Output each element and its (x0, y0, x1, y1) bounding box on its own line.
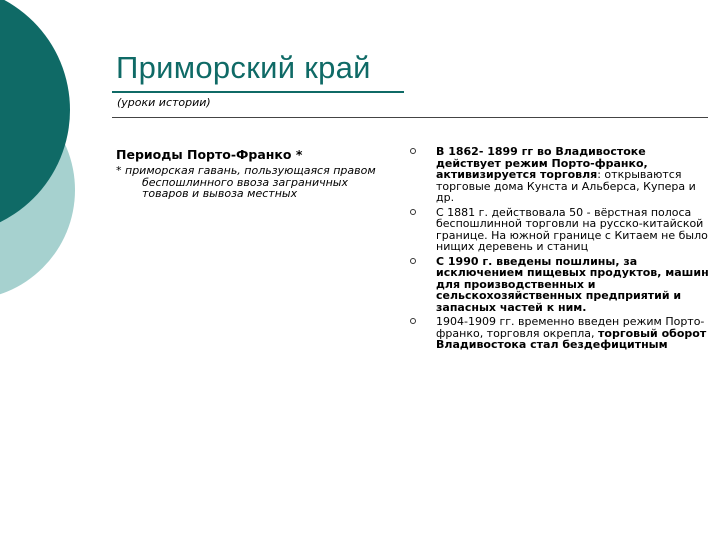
bullet-1-text: : открываются торговые дома Кунста и Альберса, Купера и др. (436, 168, 696, 204)
bullet-1-bold: В 1862- 1899 гг во Владивостоке действует режим Порто-франко, активизируется торговля (436, 145, 648, 181)
list-item (410, 207, 710, 253)
title-underline (112, 91, 404, 93)
circle-bullet-icon (410, 318, 416, 324)
circle-bullet-icon (410, 148, 416, 154)
page-subtitle: (уроки истории) (117, 96, 211, 109)
page-title: Приморский край (116, 50, 371, 85)
bullet-4-text: 1904-1909 гг. временно введен режим Порто-франко, торговля окрепла, (436, 315, 705, 340)
left-footnote: * приморская гавань, пользующаяся правом беспошлинного ввоза заграничных товаров и вывоза местных (116, 164, 376, 200)
left-heading: Периоды Порто-Франко * (116, 147, 303, 162)
header-divider (112, 117, 708, 118)
bullet-4-bold: торговый оборот Владивостока стал бездефицитным (436, 326, 707, 351)
decorative-circles (0, 0, 110, 300)
circle-bullet-icon (410, 209, 416, 215)
circle-bullet-icon (410, 258, 416, 264)
bullet-2-text: С 1881 г. действовала 50 - вёрстная полоса беспошлинной торговли на русско-китайской границе. На южной границе с Китаем не было нищих деревень и станиц (436, 205, 708, 253)
list-item (410, 146, 710, 204)
bullet-list (410, 146, 710, 354)
bullet-3-bold: С 1990 г. введены пошлины, за исключением пищевых продуктов, машин для производственных и сельскохозяйственных предприятий и запасных частей к ним. (436, 254, 709, 314)
list-item (410, 256, 710, 314)
left-column (116, 146, 386, 200)
list-item (410, 316, 710, 351)
